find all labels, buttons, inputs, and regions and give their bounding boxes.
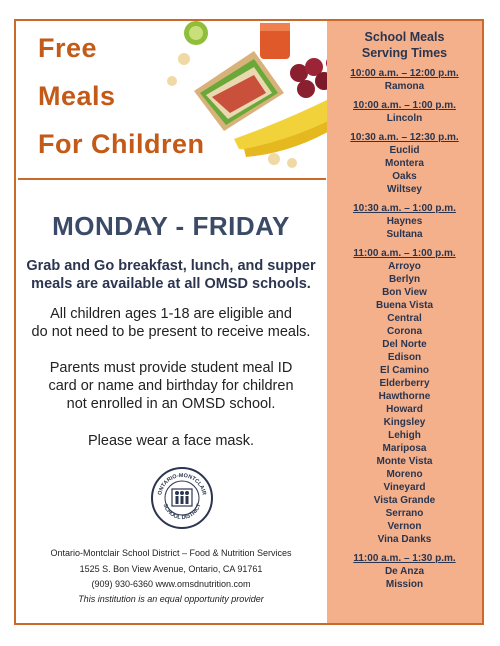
svg-text:ONTARIO-MONTCLAIR: ONTARIO-MONTCLAIR	[157, 472, 207, 496]
school-name: Buena Vista	[375, 300, 434, 311]
parents-line-3: not enrolled in an OMSD school.	[66, 396, 276, 412]
school-name: Hawthorne	[378, 391, 431, 402]
school-name: Monte Vista	[376, 456, 433, 467]
school-name: Mariposa	[382, 443, 427, 454]
school-name: Berlyn	[388, 274, 421, 285]
school-name: Vernon	[387, 521, 422, 532]
school-district-logo	[151, 467, 213, 529]
school-name: Vineyard	[383, 482, 426, 493]
footer-contact: (909) 930-6360 www.omsdnutrition.com	[91, 579, 251, 589]
eligible-line-2: do not need to be present to receive meals.	[31, 324, 311, 340]
divider	[18, 178, 326, 180]
schedule-group	[327, 67, 482, 93]
serving-time: 10:30 a.m. – 1:00 p.m.	[353, 203, 456, 214]
serving-time: 11:00 a.m. – 1:30 p.m.	[353, 553, 456, 564]
parents-line-1: Parents must provide student meal ID	[49, 360, 293, 376]
school-name: Haynes	[386, 216, 423, 227]
schedule-heading	[327, 29, 482, 61]
school-name: Howard	[386, 404, 423, 415]
serving-times-panel	[327, 21, 482, 623]
school-name: Lehigh	[388, 430, 421, 441]
school-name: Del Norte	[382, 339, 427, 350]
schedule-heading-line-2: Serving Times	[361, 46, 448, 60]
school-name: Arroyo	[388, 261, 421, 272]
footer-address: 1525 S. Bon View Avenue, Ontario, CA 91761	[79, 564, 263, 574]
eligible-line-1: All children ages 1-18 are eligible and	[50, 306, 292, 322]
title-free: Free	[38, 33, 98, 63]
serving-time: 10:00 a.m. – 12:00 p.m.	[350, 68, 459, 79]
school-name: El Camino	[380, 365, 429, 376]
svg-text:SCHOOL DISTRICT: SCHOOL DISTRICT	[161, 503, 203, 522]
schedule-group	[327, 99, 482, 125]
school-name: Bon View	[382, 287, 427, 298]
days-heading: MONDAY - FRIDAY	[52, 211, 290, 241]
school-name: Mission	[385, 579, 424, 590]
school-name: Edison	[387, 352, 422, 363]
school-name: Sultana	[386, 229, 423, 240]
food-illustration	[164, 21, 344, 169]
school-name: Oaks	[392, 171, 417, 182]
school-name: Ramona	[384, 81, 425, 92]
flyer-main	[16, 21, 326, 623]
parents-line-2: card or name and birthday for children	[48, 378, 294, 394]
school-name: Elderberry	[379, 378, 430, 389]
title-for-children: For Children	[38, 129, 205, 159]
school-name: Lincoln	[386, 113, 423, 124]
serving-time: 11:00 a.m. – 1:00 p.m.	[353, 248, 456, 259]
schedule-group	[327, 247, 482, 546]
schedule-group	[327, 552, 482, 591]
school-name: Wiltsey	[387, 184, 422, 195]
footer-equal-opportunity: This institution is an equal opportunity provider	[78, 594, 264, 604]
serving-time: 10:30 a.m. – 12:30 p.m.	[350, 132, 459, 143]
footer-org: Ontario-Montclair School District – Food & Nutrition Services	[50, 548, 292, 558]
serving-time: 10:00 a.m. – 1:00 p.m.	[353, 100, 456, 111]
school-name: Vina Danks	[377, 534, 432, 545]
school-name: Kingsley	[383, 417, 426, 428]
school-name: Vista Grande	[373, 495, 436, 506]
school-name: Central	[387, 313, 422, 324]
school-name: Euclid	[389, 145, 420, 156]
school-name: De Anza	[384, 566, 425, 577]
school-name: Serrano	[385, 508, 424, 519]
mask-notice: Please wear a face mask.	[87, 433, 255, 449]
school-name: Corona	[387, 326, 422, 337]
school-name: Montera	[385, 158, 424, 169]
grab-go-line-2: meals are available at all OMSD schools.	[31, 276, 311, 292]
schedule-group	[327, 131, 482, 196]
grab-go-line-1: Grab and Go breakfast, lunch, and supper	[26, 258, 316, 274]
schedule-groups	[327, 67, 482, 591]
schedule-group	[327, 202, 482, 241]
schedule-heading-line-1: School Meals	[364, 30, 445, 44]
title-meals: Meals	[38, 81, 116, 111]
school-name: Moreno	[386, 469, 423, 480]
